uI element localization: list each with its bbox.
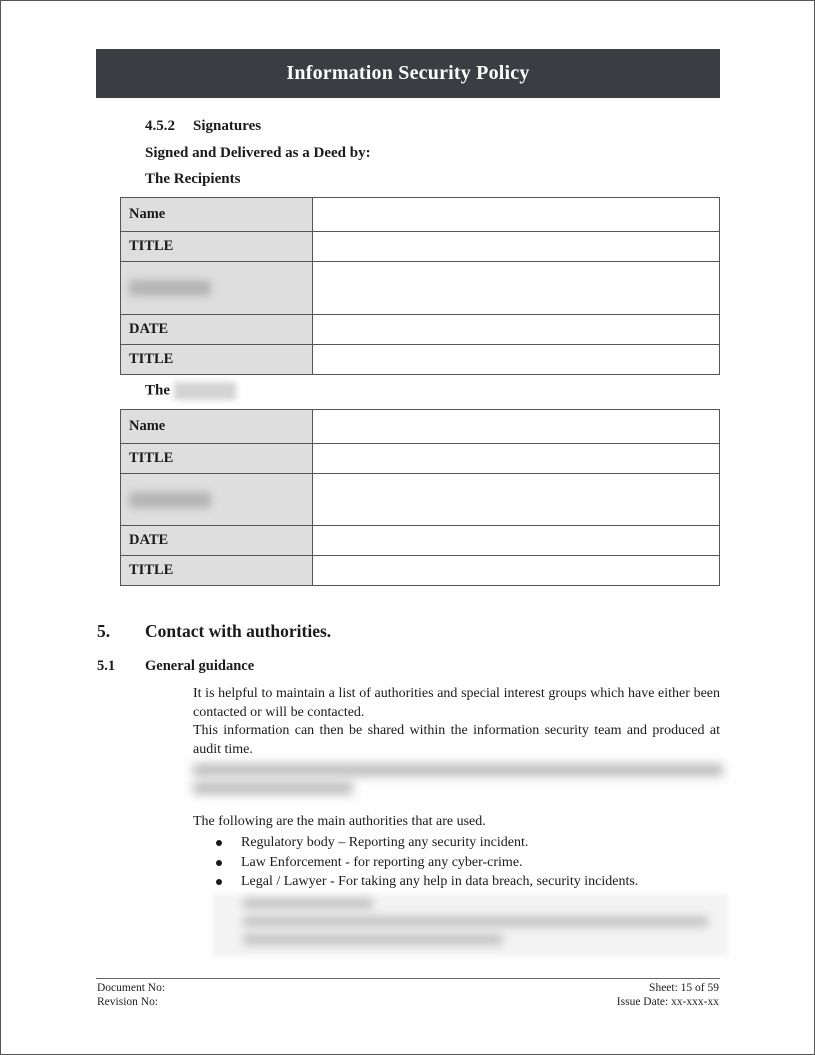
footer-right bbox=[617, 981, 719, 1009]
subsection-number: 5.1 bbox=[97, 658, 116, 674]
section-title: Signatures bbox=[193, 118, 262, 134]
row-label: Name bbox=[121, 410, 313, 444]
redacted-line bbox=[193, 764, 723, 776]
table-row bbox=[121, 315, 720, 345]
party-label-second bbox=[145, 382, 236, 400]
deed-statement: Signed and Delivered as a Deed by: bbox=[145, 145, 371, 161]
list-item-text: Legal / Lawyer - For taking any help in data breach, security incidents. bbox=[241, 874, 639, 889]
footer-left bbox=[97, 981, 165, 1009]
signature-field-date[interactable] bbox=[313, 526, 720, 556]
section-heading-contact-authorities bbox=[97, 621, 331, 642]
list-item-text: Regulatory body – Reporting any security incident. bbox=[241, 835, 529, 850]
document-header-bar bbox=[96, 49, 720, 98]
guidance-paragraphs bbox=[193, 685, 720, 759]
table-row bbox=[121, 232, 720, 262]
row-label-redacted bbox=[121, 474, 313, 526]
signature-field-title[interactable] bbox=[313, 556, 720, 586]
row-label: TITLE bbox=[121, 556, 313, 586]
table-row bbox=[121, 474, 720, 526]
row-label: DATE bbox=[121, 526, 313, 556]
footer-divider bbox=[96, 978, 720, 979]
table-row bbox=[121, 444, 720, 474]
signature-field-name[interactable] bbox=[313, 198, 720, 232]
paragraph: This information can then be shared within the information security team and produced at audit time. bbox=[193, 723, 720, 757]
subsection-heading-general-guidance bbox=[97, 658, 254, 675]
row-label: DATE bbox=[121, 315, 313, 345]
list-item bbox=[216, 833, 638, 853]
redacted-line bbox=[243, 934, 503, 945]
section-heading-signatures bbox=[145, 118, 261, 135]
redacted-list-items bbox=[213, 894, 728, 956]
signature-field-redacted[interactable] bbox=[313, 474, 720, 526]
bullet-icon bbox=[216, 879, 222, 885]
signature-field-redacted[interactable] bbox=[313, 262, 720, 315]
list-item bbox=[216, 872, 638, 892]
table-row bbox=[121, 345, 720, 375]
document-number: Document No: bbox=[97, 982, 166, 994]
table-row bbox=[121, 556, 720, 586]
list-item bbox=[216, 853, 638, 873]
signature-field-date[interactable] bbox=[313, 315, 720, 345]
subsection-title: General guidance bbox=[145, 658, 255, 674]
row-label: Name bbox=[121, 198, 313, 232]
redacted-text bbox=[174, 382, 236, 400]
redacted-paragraph bbox=[191, 758, 727, 802]
signature-table-second-party bbox=[120, 409, 720, 586]
redacted-line bbox=[243, 898, 373, 909]
revision-number: Revision No: bbox=[97, 996, 159, 1008]
issue-date: Issue Date: xx-xxx-xx bbox=[616, 996, 719, 1008]
table-row bbox=[121, 526, 720, 556]
table-row bbox=[121, 410, 720, 444]
table-row bbox=[121, 262, 720, 315]
signature-field-name[interactable] bbox=[313, 410, 720, 444]
section-number: 5. bbox=[97, 621, 111, 641]
list-item-text: Law Enforcement - for reporting any cyber-crime. bbox=[241, 854, 523, 870]
signature-field-title[interactable] bbox=[313, 444, 720, 474]
row-label: TITLE bbox=[121, 444, 313, 474]
redacted-line bbox=[243, 916, 708, 927]
authorities-list bbox=[216, 833, 638, 892]
document-title: Information Security Policy bbox=[286, 62, 530, 84]
section-number: 4.5.2 bbox=[145, 118, 175, 134]
signature-table-recipients bbox=[120, 197, 720, 375]
signature-field-title[interactable] bbox=[313, 345, 720, 375]
table-row bbox=[121, 198, 720, 232]
bullet-icon bbox=[216, 860, 222, 866]
row-label: TITLE bbox=[121, 232, 313, 262]
party-label-recipients: The Recipients bbox=[145, 171, 241, 187]
redacted-text bbox=[129, 280, 211, 296]
authorities-intro: The following are the main authorities that are used. bbox=[193, 814, 486, 829]
section-title: Contact with authorities. bbox=[145, 621, 332, 641]
row-label-redacted bbox=[121, 262, 313, 315]
sheet-number: Sheet: 15 of 59 bbox=[649, 982, 719, 994]
row-label: TITLE bbox=[121, 345, 313, 375]
bullet-icon bbox=[216, 840, 222, 846]
paragraph: It is helpful to maintain a list of authorities and special interest groups which have either been contacted or will be contacted. bbox=[193, 686, 720, 720]
redacted-line bbox=[193, 782, 353, 794]
signature-field-title[interactable] bbox=[313, 232, 720, 262]
party-label-prefix: The bbox=[145, 382, 171, 399]
redacted-text bbox=[129, 492, 211, 508]
